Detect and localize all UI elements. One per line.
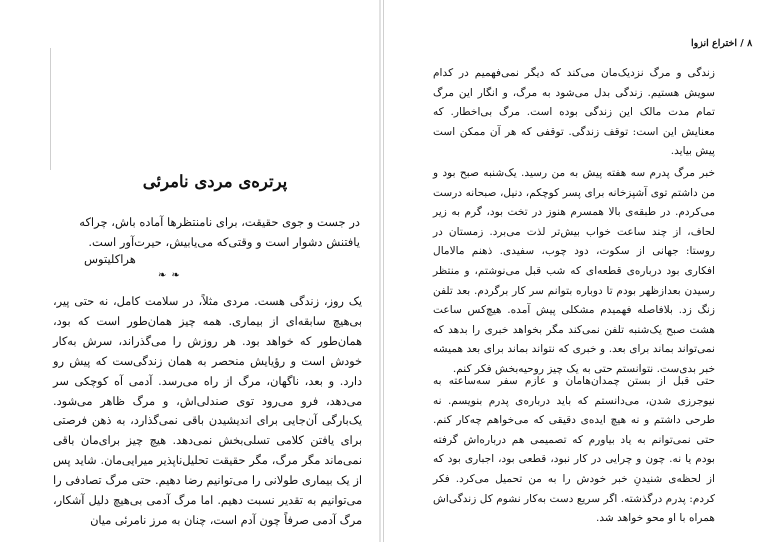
epigraph-author: هراکلیتوس [84, 252, 136, 266]
right-page [381, 0, 761, 542]
margin-line [50, 48, 51, 170]
left-page [0, 0, 380, 542]
page-edge-line [383, 0, 384, 542]
epigraph: در جست و جوی حقیقت، برای نامنتظرها آماده باش، چراکه یافتنش دشوار است و وقتی‌که می‌یابیش، حیرت‌آور است. [79, 215, 360, 249]
ornament-divider: ❧ ❧ [158, 270, 181, 281]
paragraph-3: حتی قبل از بستن چمدان‌هامان و عازم سفر سه‌ساعته به نیوجرزی شدن، می‌دانستم که باید درباره‌ی پدرم بنویسم. نه طرحی داشتم و نه هیچ ایده‌ی دقیقی که می‌خواهم چه‌کار کنم. حتی نمی‌توانم به یاد بیاورم که تصمیمی هم درباره‌اش گرفته بودم یا نه. چون و چرایی در کار نبود، قطعی بود، اجباری بود که از لحظه‌ی شنیدنِ خبر خودش را به من تحمیل می‌کرد. فکر کردم: پدرم درگذشته. اگر سریع دست به‌کار نشوم کل زندگی‌اش همراه با او محو خواهد شد. [433, 375, 715, 525]
paragraph-1: زندگی و مرگ نزدیک‌مان می‌کند که دیگر نمی‌فهمیم در کدام سویش هستیم. زندگی بدل می‌شود به مرگ، و انگار این مرگ تمام مدت مالک این زندگی بوده است. مرگ بی‌اخطار. که معنایش این است: توقف زندگی. توقفی که هر آن ممکن است پیش بیاید. [433, 67, 715, 158]
paragraph-2: خبر مرگ پدرم سه هفته پیش به من رسید. یک‌شنبه صبح بود و من داشتم توی آشپزخانه برای پسر کوچکم، دنیل، صبحانه درست می‌کردم. در طبقه‌ی بالا همسرم هنوز در تخت بود، گرم به زیر لحاف، از چند ساعت خواب بیش‌تر لذت می‌برد. زمستان در روستا: جهانی از سکوت، دود چوب، سفیدی. ذهنم مالامال افکاری بود درباره‌ی قطعه‌ای که شب قبل می‌نوشتم، و منتظر رسیدن بعدازظهر بودم تا دوباره بتوانم سر کار برگردم. بعد تلفن زنگ زد. بلافاصله فهمیدم مشکلی پیش آمده. هیچ‌کس ساعت هشت صبح یک‌شنبه تلفن نمی‌کند مگر بخواهد خبری را بدهد که نمی‌تواند بماند برای بعد. و خبری که نتواند بماند برای بعد همیشه خبر بدی‌ست. نتوانستم حتی به یک چیز روحیه‌بخش فکر کنم. [433, 167, 715, 375]
left-page-body-text: یک روز، زندگی هست. مردی مثلاً، در سلامت کامل، نه حتی پیر، بی‌هیچ سابقه‌ای از بیماری. همه چیز همان‌طور است که بود، همان‌طور که خواهد بود. هر روزش را می‌گذراند، سرش به‌کار خودش است و رؤیایش منحصر به همان زندگی‌ست که پیش رو دارد. و بعد، ناگهان، مرگ از راه می‌رسد. آدمی آه کوچکی سر می‌دهد، فرو می‌رود توی صندلی‌اش، و مرگ ظاهر می‌شود. یک‌بارگی آن‌جایی برای اندیشیدن باقی نمی‌گذارد، به ذهن فرصتی برای یافتن کلامی تسلی‌بخش نمی‌دهد. هیچ چیز برای‌مان باقی نمی‌ماند مگر مرگ، مگر حقیقت تحلیل‌ناپذیر میرایی‌مان. شاید پس از یک بیماری طولانی را می‌توانیم رضا دهیم. حتی مرگ تصادفی را می‌توانیم به تقدیر نسبت دهیم. اما مرگ آدمی بی‌هیچ دلیل آشکار، مرگ آدمی صرفاً چون آدم است، چنان به مرز نامرئی میان [53, 295, 362, 527]
running-head: ۸ / اختراع انزوا [691, 38, 753, 49]
chapter-title: پرتره‌ی مردی نامرئی [142, 172, 288, 191]
